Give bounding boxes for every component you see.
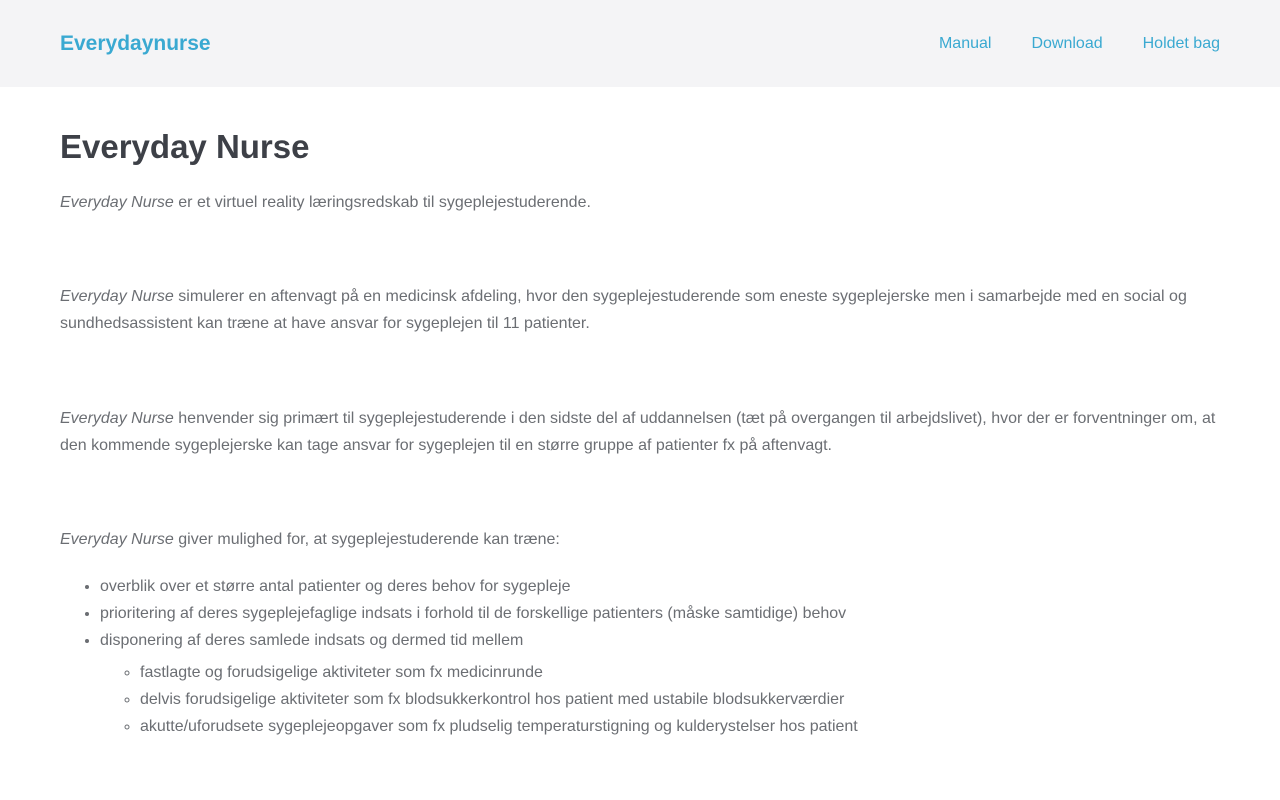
list-item: • prioritering af deres sygeplejefaglige indsats i forhold til de forskellige patienters (måske samtidige) behov (100, 600, 1220, 627)
product-name: Everyday Nurse (60, 288, 174, 305)
paragraph-text: simulerer en aftenvagt på en medicinsk afdeling, hvor den sygeplejestuderende som eneste sygeplejerske men i samarbejde med en social og sundhedsassistent kan træne at have ansvar for sygeplejen til 11 patienter. (60, 288, 1187, 332)
nav-link-download[interactable]: Download (1031, 34, 1103, 52)
main-nav (899, 35, 1220, 53)
sublist-item: ◦ fastlagte og forudsigelige aktiviteter som fx medicinrunde (140, 659, 1220, 686)
nav-link-manual[interactable]: Manual (938, 34, 992, 52)
page-title: Everyday Nurse (60, 128, 310, 165)
list-item-text: disponering af deres samlede indsats og dermed tid mellem (100, 632, 524, 649)
sublist-item: ◦ delvis forudsigelige aktiviteter som fx blodsukkerkontrol hos patient med ustabile blodsukkerværdier (140, 686, 1220, 713)
intro-paragraph (60, 189, 1220, 216)
list-item: • overblik over et større antal patienter og deres behov for sygepleje (100, 573, 1220, 600)
simulation-paragraph (60, 283, 1220, 337)
audience-paragraph (60, 405, 1220, 459)
paragraph-text: henvender sig primært til sygeplejestuderende i den sidste del af uddannelsen (tæt på overgangen til arbejdslivet), hvor der er forventninger om, at den kommende sygeplejerske kan tage ansvar for sygeplejen til en større gruppe af patienter fx på aftenvagt. (60, 410, 1216, 454)
main-content (0, 128, 1280, 740)
training-sublist (100, 659, 1220, 740)
nav-link-holdet-bag[interactable]: Holdet bag (1142, 34, 1220, 52)
site-header (0, 0, 1280, 87)
product-name: Everyday Nurse (60, 531, 174, 548)
training-list (60, 573, 1220, 740)
sublist-item: ◦ akutte/uforudsete sygeplejeopgaver som fx pludselig temperaturstigning og kulderystelser hos patient (140, 713, 1220, 740)
paragraph-text: giver mulighed for, at sygeplejestuderende kan træne: (173, 531, 560, 548)
training-paragraph (60, 526, 1220, 553)
list-item (100, 627, 1220, 740)
brand-logo-link[interactable]: Everydaynurse (60, 31, 211, 55)
paragraph-text: er et virtuel reality læringsredskab til sygeplejestuderende. (173, 194, 591, 211)
product-name: Everyday Nurse (60, 410, 174, 427)
product-name: Everyday Nurse (60, 194, 174, 211)
